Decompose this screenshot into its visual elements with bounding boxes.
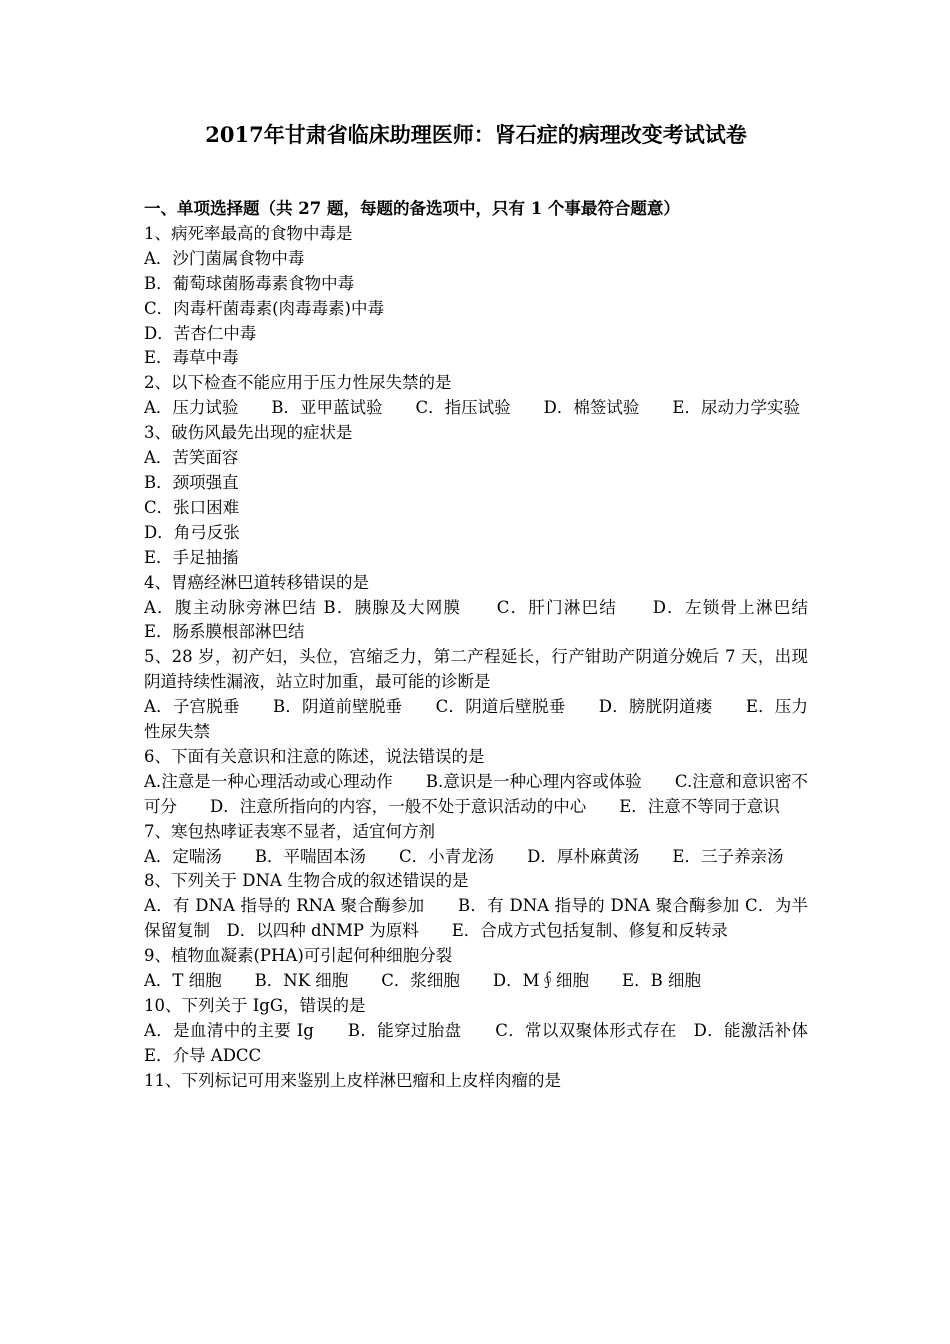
question-stem: 3、破伤风最先出现的症状是 <box>144 423 353 443</box>
answer-option: A．苦笑面容 <box>144 448 239 468</box>
answer-options: A．子宫脱垂 B．阴道前壁脱垂 C．阴道后壁脱垂 D．膀胱阴道瘘 E．压力性尿失禁 <box>144 697 808 742</box>
answer-option: B．颈项强直 <box>144 472 239 492</box>
answer-option: E．手足抽搐 <box>144 547 239 567</box>
exam-body <box>144 197 841 1094</box>
answer-options: A．腹主动脉旁淋巴结 B．胰腺及大网膜 C．肝门淋巴结 D．左锁骨上淋巴结 E．肠系膜根部淋巴结 <box>144 597 841 642</box>
question-stem: 7、寒包热哮证表寒不显者，适宜何方剂 <box>144 821 435 841</box>
question-stem: 2、以下检查不能应用于压力性尿失禁的是 <box>144 373 452 393</box>
question-stem: 1、病死率最高的食物中毒是 <box>144 223 353 243</box>
answer-options: A．压力试验 B．亚甲蓝试验 C．指压试验 D．棉签试验 E．尿动力学实验 <box>144 398 800 418</box>
question-stem: 5、28 岁，初产妇，头位，宫缩乏力，第二产程延长，行产钳助产阴道分娩后 7 天，出现阴道持续性漏液，站立时加重，最可能的诊断是 <box>144 647 808 692</box>
question-stem: 11、下列标记可用来鉴别上皮样淋巴瘤和上皮样肉瘤的是 <box>144 1070 561 1090</box>
answer-options: A．有 DNA 指导的 RNA 聚合酶参加 B．有 DNA 指导的 DNA 聚合酶参加 C．为半保留复制 D．以四种 dNMP 为原料 E．合成方式包括复制、修复和反转录 <box>144 896 808 941</box>
section-heading: 一、单项选择题（共 27 题，每题的备选项中，只有 1 个事最符合题意） <box>144 199 680 218</box>
answer-option: A．沙门菌属食物中毒 <box>144 248 305 268</box>
question-stem: 6、下面有关意识和注意的陈述，说法错误的是 <box>144 746 485 766</box>
question-stem: 4、胃癌经淋巴道转移错误的是 <box>144 572 369 592</box>
answer-options: A．是血清中的主要 Ig B．能穿过胎盘 C．常以双聚体形式存在 D．能激活补体 E．介导 ADCC <box>144 1020 841 1065</box>
answer-options: A．定喘汤 B．平喘固本汤 C．小青龙汤 D．厚朴麻黄汤 E．三子养亲汤 <box>144 846 784 866</box>
document-title: 2017年甘肃省临床助理医师：肾石症的病理改变考试试卷 <box>205 122 747 147</box>
answer-option: C．肉毒杆菌毒素(肉毒毒素)中毒 <box>144 298 384 318</box>
answer-option: D．角弓反张 <box>144 522 240 542</box>
question-stem: 8、下列关于 DNA 生物合成的叙述错误的是 <box>144 871 469 891</box>
answer-options: A．T 细胞 B．NK 细胞 C．浆细胞 D．M∮细胞 E．B 细胞 <box>144 971 701 991</box>
answer-option: D．苦杏仁中毒 <box>144 323 257 343</box>
answer-option: B．葡萄球菌肠毒素食物中毒 <box>144 273 355 293</box>
question-stem: 9、植物血凝素(PHA)可引起何种细胞分裂 <box>144 946 453 966</box>
answer-option: C．张口困难 <box>144 497 240 517</box>
answer-option: E．毒草中毒 <box>144 348 239 368</box>
question-stem: 10、下列关于 IgG，错误的是 <box>144 996 366 1015</box>
answer-options: A.注意是一种心理活动或心理动作 B.意识是一种心理内容或体验 C.注意和意识密不可分 D．注意所指向的内容，一般不处于意识活动的中心 E．注意不等同于意识 <box>144 771 808 816</box>
